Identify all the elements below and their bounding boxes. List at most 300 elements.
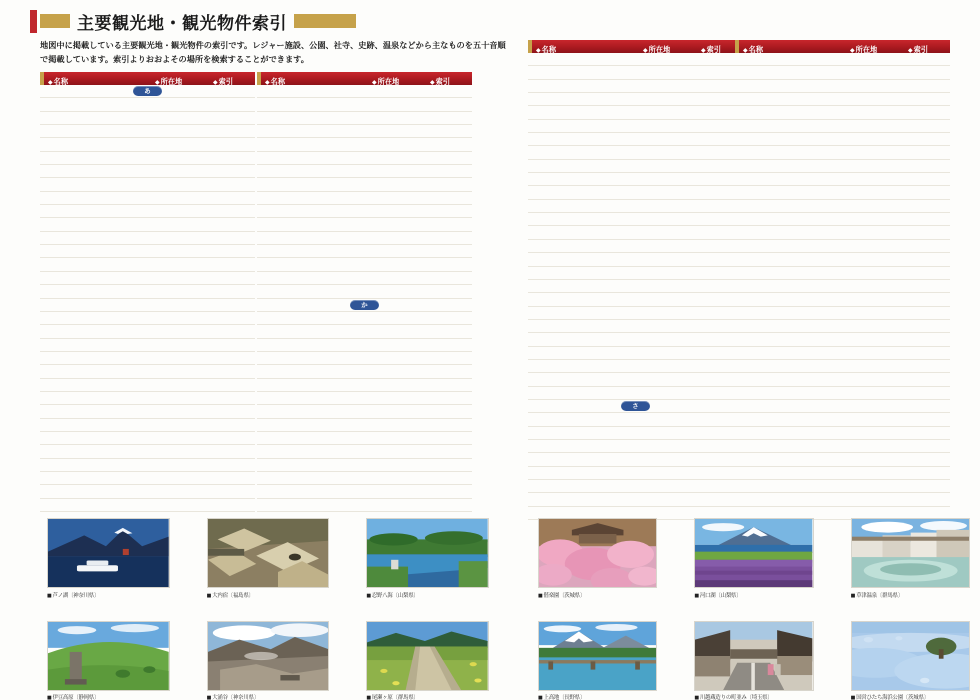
photo-caption: ■ 偕楽園〔茨城県〕: [538, 591, 657, 599]
table-row[interactable]: [257, 232, 472, 245]
table-row[interactable]: [735, 373, 950, 386]
table-row[interactable]: [257, 258, 472, 271]
cell-index: [213, 447, 255, 456]
table-row[interactable]: [528, 467, 743, 480]
header-cell-name: ◆名称: [536, 45, 557, 54]
header-cell-index: ◆索引: [430, 77, 451, 86]
header-cell-name: ◆名称: [743, 45, 764, 54]
cell-index: [213, 273, 255, 282]
table-row[interactable]: [40, 125, 255, 138]
table-row[interactable]: [40, 152, 255, 165]
cell-index: [430, 367, 472, 376]
cell-index: [908, 495, 950, 504]
kana-badge: あ: [133, 86, 161, 96]
cell-index: [213, 327, 255, 336]
photo-cell: [851, 518, 970, 599]
table-row[interactable]: [257, 379, 472, 392]
photo-cell: [694, 518, 813, 599]
table-row[interactable]: [257, 365, 472, 378]
table-row[interactable]: [735, 320, 950, 333]
table-row[interactable]: [257, 472, 472, 485]
index-column-3: [528, 40, 743, 520]
table-row[interactable]: [40, 325, 255, 338]
table-row[interactable]: [40, 392, 255, 405]
table-row[interactable]: [735, 146, 950, 159]
photo-image: [538, 621, 657, 691]
table-header-bar: [735, 40, 950, 53]
diamond-icon: ◆: [850, 47, 855, 54]
cell-index: [430, 487, 472, 496]
table-row[interactable]: [40, 445, 255, 458]
table-row[interactable]: [528, 453, 743, 466]
table-row[interactable]: [40, 112, 255, 125]
photo-cell: [47, 518, 170, 599]
cell-index: [213, 340, 255, 349]
diamond-icon: ◆: [908, 47, 913, 54]
table-row[interactable]: [40, 178, 255, 191]
diamond-icon: ◆: [701, 47, 706, 54]
photo-image: [366, 518, 489, 588]
table-row[interactable]: [735, 66, 950, 79]
cell-index: [213, 193, 255, 202]
photo-image: [694, 621, 813, 691]
diamond-icon: ◆: [265, 79, 270, 86]
cell-index: [908, 295, 950, 304]
table-row[interactable]: [257, 125, 472, 138]
diamond-icon: ◆: [643, 47, 648, 54]
table-row[interactable]: [257, 392, 472, 405]
header-cell-name: ◆名称: [48, 77, 69, 86]
table-row[interactable]: [40, 272, 255, 285]
photo-cell: [538, 621, 657, 700]
table-row[interactable]: [528, 333, 743, 346]
cell-index: [430, 434, 472, 443]
photo-image: [366, 621, 489, 691]
index-column-1: [40, 72, 255, 512]
table-row[interactable]: [257, 499, 472, 512]
table-row[interactable]: [528, 413, 743, 426]
table-row[interactable]: [735, 267, 950, 280]
cell-index: [430, 420, 472, 429]
table-row[interactable]: [735, 173, 950, 186]
table-row[interactable]: [735, 226, 950, 239]
photo-caption: ■ 忍野八海〔山梨県〕: [366, 591, 489, 599]
table-row[interactable]: [735, 160, 950, 173]
table-row[interactable]: [528, 240, 743, 253]
cell-index: [213, 140, 255, 149]
table-row[interactable]: [40, 485, 255, 498]
table-row[interactable]: [40, 365, 255, 378]
cell-index: [213, 487, 255, 496]
table-row[interactable]: [40, 459, 255, 472]
cell-index: [430, 407, 472, 416]
cell-index: [213, 233, 255, 242]
table-row[interactable]: [257, 445, 472, 458]
title-gold-bar-left: [40, 14, 70, 28]
kana-section-divider: [528, 400, 743, 413]
page-title: 主要観光地・観光物件索引: [77, 13, 287, 34]
photo-caption: ■ 伊豆高原〔静岡県〕: [47, 693, 170, 700]
table-row[interactable]: [257, 138, 472, 151]
photo-image: [851, 621, 970, 691]
diamond-icon: ◆: [372, 79, 377, 86]
cell-index: [430, 340, 472, 349]
table-header-bar: [257, 72, 472, 85]
photo-grid-right: [538, 518, 970, 700]
cell-index: [213, 127, 255, 136]
table-row[interactable]: [40, 419, 255, 432]
cell-index: [908, 81, 950, 90]
table-row[interactable]: [257, 165, 472, 178]
table-row[interactable]: [735, 493, 950, 506]
diamond-icon: ◆: [155, 79, 160, 86]
photo-caption: ■ 上高地〔長野県〕: [538, 693, 657, 700]
photo-caption: ■ 大内宿〔福島県〕: [207, 591, 330, 599]
cell-index: [908, 322, 950, 331]
table-row[interactable]: [257, 245, 472, 258]
table-row[interactable]: [528, 93, 743, 106]
table-row[interactable]: [528, 80, 743, 93]
cell-index: [430, 113, 472, 122]
cell-index: [430, 167, 472, 176]
cell-index: [908, 228, 950, 237]
cell-index: [430, 460, 472, 469]
table-row[interactable]: [40, 499, 255, 512]
table-row[interactable]: [735, 293, 950, 306]
cell-index: [908, 362, 950, 371]
cell-index: [908, 135, 950, 144]
cell-index: [908, 255, 950, 264]
cell-index: [908, 95, 950, 104]
table-row[interactable]: [735, 213, 950, 226]
cell-index: [213, 287, 255, 296]
cell-index: [430, 220, 472, 229]
photo-caption: ■ 大涌谷〔神奈川県〕: [207, 693, 330, 700]
table-row[interactable]: [528, 200, 743, 213]
table-header-bar: [40, 72, 255, 85]
page-gutter: [505, 0, 506, 700]
cell-index: [430, 273, 472, 282]
cell-index: [430, 153, 472, 162]
cell-index: [908, 241, 950, 250]
header-cell-index: ◆索引: [213, 77, 234, 86]
cell-index: [213, 180, 255, 189]
index-column-4: [735, 40, 950, 520]
photo-image: [207, 621, 330, 691]
table-row[interactable]: [257, 218, 472, 231]
table-row[interactable]: [257, 312, 472, 325]
table-row[interactable]: [735, 240, 950, 253]
photo-caption: ■ 国営ひたち海浜公園〔茨城県〕: [851, 693, 970, 700]
cell-index: [908, 468, 950, 477]
diamond-icon: ◆: [743, 47, 748, 54]
index-column-2: [257, 72, 472, 512]
cell-index: [213, 247, 255, 256]
table-row[interactable]: [40, 472, 255, 485]
cell-index: [213, 167, 255, 176]
cell-index: [908, 282, 950, 291]
photo-cell: [366, 621, 489, 700]
cell-index: [908, 161, 950, 170]
cell-index: [908, 55, 950, 64]
table-row[interactable]: [40, 98, 255, 111]
cell-index: [213, 394, 255, 403]
cell-index: [213, 474, 255, 483]
table-row[interactable]: [528, 427, 743, 440]
table-row[interactable]: [40, 432, 255, 445]
table-row[interactable]: [735, 400, 950, 413]
cell-index: [213, 300, 255, 309]
header-cell-index: ◆索引: [908, 45, 929, 54]
cell-index: [908, 108, 950, 117]
table-row[interactable]: [40, 245, 255, 258]
table-row[interactable]: [735, 120, 950, 133]
table-row[interactable]: [257, 485, 472, 498]
cell-index: [908, 175, 950, 184]
cell-index: [430, 127, 472, 136]
table-row[interactable]: [257, 98, 472, 111]
table-row[interactable]: [40, 405, 255, 418]
cell-index: [213, 460, 255, 469]
cell-index: [908, 482, 950, 491]
table-row[interactable]: [257, 419, 472, 432]
table-row[interactable]: [528, 186, 743, 199]
table-row[interactable]: [257, 205, 472, 218]
table-row[interactable]: [735, 333, 950, 346]
table-row[interactable]: [528, 320, 743, 333]
table-row[interactable]: [257, 285, 472, 298]
table-row[interactable]: [257, 192, 472, 205]
table-row[interactable]: [528, 373, 743, 386]
table-row[interactable]: [40, 258, 255, 271]
photo-cell: [538, 518, 657, 599]
table-row[interactable]: [735, 186, 950, 199]
table-row[interactable]: [735, 440, 950, 453]
photo-image: [207, 518, 330, 588]
table-row[interactable]: [40, 192, 255, 205]
table-row[interactable]: [528, 493, 743, 506]
photo-grid-left: [47, 518, 489, 700]
table-row[interactable]: [735, 93, 950, 106]
title-gold-bar-right: [294, 14, 356, 28]
table-row[interactable]: [528, 387, 743, 400]
table-row[interactable]: [528, 307, 743, 320]
table-row[interactable]: [528, 120, 743, 133]
table-row[interactable]: [735, 133, 950, 146]
cell-index: [213, 420, 255, 429]
cell-index: [430, 180, 472, 189]
table-row[interactable]: [735, 480, 950, 493]
cell-index: [213, 260, 255, 269]
table-row[interactable]: [257, 432, 472, 445]
photo-cell: [207, 518, 330, 599]
photo-image: [851, 518, 970, 588]
table-row[interactable]: [735, 387, 950, 400]
table-row[interactable]: [528, 133, 743, 146]
kana-section-divider: [257, 299, 472, 312]
table-row[interactable]: [40, 312, 255, 325]
table-row[interactable]: [735, 253, 950, 266]
table-row[interactable]: [257, 178, 472, 191]
table-row[interactable]: [528, 280, 743, 293]
table-row[interactable]: [735, 80, 950, 93]
cell-index: [213, 500, 255, 509]
title-red-cap: [30, 10, 37, 33]
cell-index: [213, 153, 255, 162]
table-row[interactable]: [528, 106, 743, 119]
table-row[interactable]: [40, 352, 255, 365]
table-row[interactable]: [257, 352, 472, 365]
table-row[interactable]: [735, 413, 950, 426]
cell-index: [430, 247, 472, 256]
table-row[interactable]: [528, 66, 743, 79]
table-row[interactable]: [735, 453, 950, 466]
cell-index: [908, 388, 950, 397]
table-row[interactable]: [40, 232, 255, 245]
cell-index: [908, 148, 950, 157]
diamond-icon: ◆: [213, 79, 218, 86]
cell-index: [908, 415, 950, 424]
header-cell-location: ◆所在地: [850, 45, 878, 54]
cell-index: [213, 100, 255, 109]
cell-index: [213, 314, 255, 323]
photo-cell: [47, 621, 170, 700]
photo-caption: ■ 草津温泉〔群馬県〕: [851, 591, 970, 599]
header-cell-location: ◆所在地: [372, 77, 400, 86]
cell-index: [430, 380, 472, 389]
table-row[interactable]: [40, 165, 255, 178]
photo-caption: ■ 川越蔵造りの町並み〔埼玉県〕: [694, 693, 813, 700]
table-row[interactable]: [528, 213, 743, 226]
table-row[interactable]: [735, 427, 950, 440]
photo-caption: ■ 尾瀬ヶ原〔群馬県〕: [366, 693, 489, 700]
cell-index: [908, 188, 950, 197]
cell-index: [430, 314, 472, 323]
cell-index: [908, 201, 950, 210]
cell-index: [213, 220, 255, 229]
index-rows: [735, 53, 950, 520]
table-row[interactable]: [257, 325, 472, 338]
cell-index: [430, 233, 472, 242]
header-cell-index: ◆索引: [701, 45, 722, 54]
table-row[interactable]: [735, 200, 950, 213]
table-row[interactable]: [257, 459, 472, 472]
photo-cell: [366, 518, 489, 599]
diamond-icon: ◆: [430, 79, 435, 86]
cell-index: [908, 215, 950, 224]
index-rows: [257, 85, 472, 512]
table-row[interactable]: [528, 480, 743, 493]
table-row[interactable]: [40, 299, 255, 312]
table-row[interactable]: [257, 112, 472, 125]
cell-index: [908, 268, 950, 277]
cell-index: [908, 508, 950, 517]
photo-cell: [851, 621, 970, 700]
index-rows: [528, 53, 743, 520]
table-row[interactable]: [735, 347, 950, 360]
table-row[interactable]: [40, 339, 255, 352]
cell-index: [430, 447, 472, 456]
diamond-icon: ◆: [48, 79, 53, 86]
cell-index: [908, 375, 950, 384]
photo-image: [47, 518, 170, 588]
kana-badge: か: [350, 300, 378, 310]
header-cell-location: ◆所在地: [643, 45, 671, 54]
table-row[interactable]: [528, 360, 743, 373]
cell-index: [908, 348, 950, 357]
table-row[interactable]: [528, 160, 743, 173]
cell-index: [908, 428, 950, 437]
page-title-row: [30, 8, 356, 34]
cell-index: [430, 354, 472, 363]
cell-index: [213, 207, 255, 216]
table-row[interactable]: [257, 405, 472, 418]
cell-index: [908, 442, 950, 451]
table-row[interactable]: [40, 379, 255, 392]
cell-index: [430, 193, 472, 202]
table-row[interactable]: [735, 360, 950, 373]
cell-index: [430, 474, 472, 483]
table-row[interactable]: [735, 307, 950, 320]
photo-caption: ■ 芦ノ湖〔神奈川県〕: [47, 591, 170, 599]
table-row[interactable]: [257, 339, 472, 352]
cell-index: [213, 407, 255, 416]
cell-index: [908, 68, 950, 77]
table-row[interactable]: [257, 152, 472, 165]
cell-index: [213, 367, 255, 376]
cell-index: [213, 380, 255, 389]
table-row[interactable]: [735, 467, 950, 480]
cell-index: [430, 500, 472, 509]
cell-index: [430, 260, 472, 269]
table-row[interactable]: [528, 226, 743, 239]
header-cell-name: ◆名称: [265, 77, 286, 86]
photo-image: [694, 518, 813, 588]
cell-index: [430, 100, 472, 109]
table-row[interactable]: [40, 218, 255, 231]
cell-index: [430, 327, 472, 336]
cell-index: [908, 335, 950, 344]
cell-index: [908, 402, 950, 411]
table-row[interactable]: [528, 440, 743, 453]
table-row[interactable]: [528, 293, 743, 306]
table-row[interactable]: [735, 106, 950, 119]
photo-caption: ■ 河口湖〔山梨県〕: [694, 591, 813, 599]
table-row[interactable]: [40, 285, 255, 298]
cell-index: [430, 207, 472, 216]
photo-image: [47, 621, 170, 691]
table-row[interactable]: [528, 253, 743, 266]
table-header-bar: [528, 40, 743, 53]
table-row[interactable]: [257, 272, 472, 285]
table-row[interactable]: [528, 347, 743, 360]
index-rows: [40, 85, 255, 512]
table-row[interactable]: [528, 146, 743, 159]
cell-index: [213, 434, 255, 443]
photo-cell: [207, 621, 330, 700]
cell-index: [213, 113, 255, 122]
kana-badge: さ: [621, 401, 649, 411]
table-row[interactable]: [40, 138, 255, 151]
photo-image: [538, 518, 657, 588]
cell-index: [213, 354, 255, 363]
table-row[interactable]: [528, 267, 743, 280]
table-row[interactable]: [40, 205, 255, 218]
diamond-icon: ◆: [536, 47, 541, 54]
table-row[interactable]: [735, 280, 950, 293]
intro-paragraph: 地図中に掲載している主要観光地・観光物件の索引です。レジャー施設、公園、社寺、史跡、温泉などから主なものを五十音順で掲載しています。索引よりおおよその場所を検索することができます。: [40, 40, 506, 65]
table-row[interactable]: [528, 173, 743, 186]
